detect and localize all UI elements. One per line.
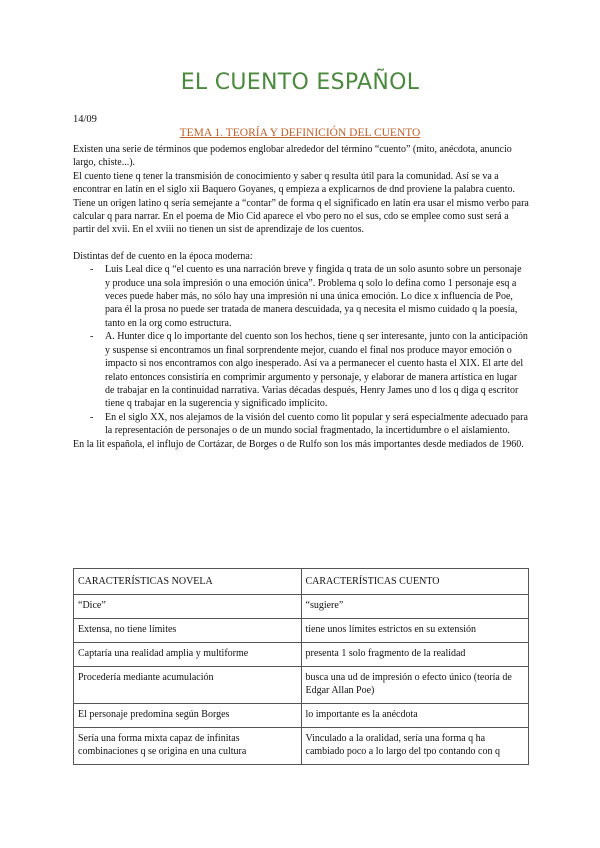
paragraph-origin: El cuento tiene q tener la transmisión de conocimiento y saber q resulta útil para la comunidad. Así se va a encontrar en latín en el siglo xii Baquero Goyanes, q empieza a explicarnos de dnd proviene la palabra cuento. Tiene un origen latino q sería semejante a “contar” de forma q el significado en latín era usar el mismo verbo para calcular q para narrar. En el poema de Mio Cid aparece el vbo pero no el sus, cdo se emplee como sust será a partir del xvii. En el xviii no tienen un sist de aprendizaje de los cuentos. [73,170,529,236]
table-row [74,704,529,728]
table-cell: lo importante es la anécdota [301,704,529,728]
list-item [73,330,529,410]
table-row [74,728,529,765]
list-item-text: Luis Leal dice q “el cuento es una narración breve y fingida q trata de un solo asunto sobre un personaje y produce una sola impresión o una emoción única”. Problema q solo lo defina como 1 personaje esq a veces puede haber más, no sólo hay una impresión ni una única emoción. Lo dice x influencia de Poe, para él la prosa no puede ser tratada de manera descuidada, ya q necesita el mismo cuidado q la poesía, tanto en la org como estructura. [105,264,522,329]
table-row [74,595,529,619]
list-item-text: A. Hunter dice q lo importante del cuento son los hechos, tiene q ser interesante, junto con la anticipación y suspense si encontramos un final sorprendente mejor, cuando el final nos produce mayor emoción o impacto si nos encontramos con algo inesperado. Así va a permanecer el cuento hasta el XIX. El arte del relato entonces consistiría en comprimir argumento y personaje, y elaborar de manera artística en lugar de trabajar en la continuidad narrativa. Varias décadas después, Henry James uno d los q diga q escritor tiene q trabajar en la sugerencia y significado implícito. [105,331,528,410]
bullet-dash: - [90,331,94,343]
table-header-row [74,569,529,595]
paragraph-definitions-intro: Distintas def de cuento en la época moderna: [73,250,253,262]
paragraph-intro: Existen una serie de términos que podemos englobar alrededor del término “cuento” (mito, anécdota, anuncio largo, chiste...). [73,144,512,169]
table-cell: Extensa, no tiene límites [74,619,302,643]
bullet-dash: - [90,411,94,423]
table-cell: presenta 1 solo fragmento de la realidad [301,643,529,667]
table-row [74,667,529,704]
table-cell: “sugiere” [301,595,529,619]
spacer [73,237,529,250]
header-novela: CARACTERÍSTICAS NOVELA [74,569,302,595]
table-cell: Vinculado a la oralidad, sería una forma q ha cambiado poco a lo largo del tpo contando con q [301,728,529,765]
list-item-text: En el siglo XX, nos alejamos de la visión del cuento como lit popular y será especialmente adecuado para la representación de personajes o de un mundo social fragmentado, la incertidumbre o el aislamiento. [105,411,528,437]
table-row [74,619,529,643]
table-cell: Sería una forma mixta capaz de infinitas combinaciones q se origina en una cultura [74,728,302,765]
table-cell: tiene unos límites estrictos en su extensión [301,619,529,643]
table-cell: Procedería mediante acumulación [74,667,302,704]
date-label: 14/09 [73,114,97,125]
bullet-dash: - [90,264,94,276]
list-item [73,411,529,438]
table-cell: El personaje predomina según Borges [74,704,302,728]
table-cell: Captaría una realidad amplia y multiforme [74,643,302,667]
header-cuento: CARACTERÍSTICAS CUENTO [301,569,529,595]
topic-heading: TEMA 1. TEORÍA Y DEFINICIÓN DEL CUENTO [179,127,421,139]
table-cell: busca una ud de impresión o efecto único (teoría de Edgar Allan Poe) [301,667,529,704]
table-cell: “Dice” [74,595,302,619]
comparison-table [73,568,529,765]
document-title: EL CUENTO ESPAÑOL [180,70,420,95]
table-row [74,643,529,667]
list-item [73,263,529,330]
body-text [73,143,529,451]
definitions-list [73,263,529,437]
paragraph-spanish-lit: En la lit española, el influjo de Cortázar, de Borges o de Rulfo son los más importantes desde mediados de 1960. [73,438,524,450]
